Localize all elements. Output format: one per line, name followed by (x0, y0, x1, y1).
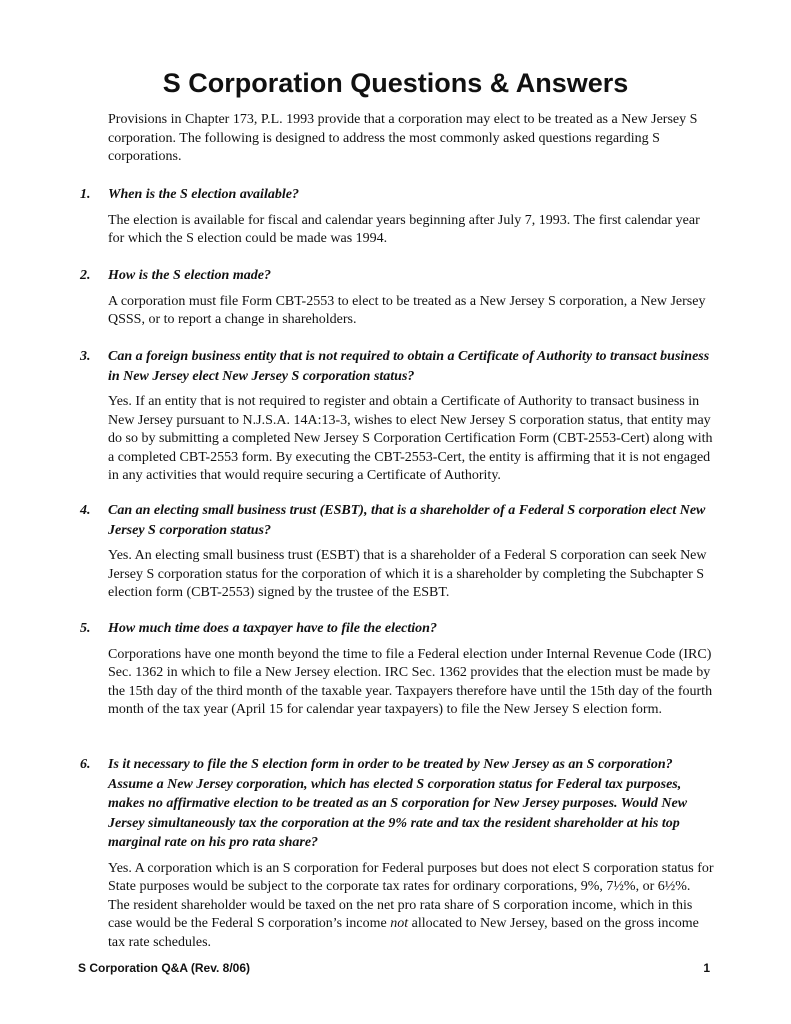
question (80, 501, 720, 540)
question-number: 4. (80, 503, 91, 518)
answer-emphasis: not (390, 916, 409, 931)
qa-item-4 (80, 501, 720, 603)
answer-text: Yes. A corporation which is an S corporation for Federal purposes but does not elect S corporation status for State purposes would be subject to the corporate tax rates for ordinary corporations, 9%, 7½%, or 6½%. The resident shareholder would be taxed on the net pro rata share of S corporation income, which in this case would be the Federal S corporation’s income (108, 860, 714, 931)
page-number: 1 (703, 961, 710, 975)
question-number: 5. (80, 621, 91, 636)
question-number: 2. (80, 268, 91, 283)
footer-document-title: S Corporation Q&A (Rev. 8/06) (78, 961, 251, 975)
question-text: How much time does a taxpayer have to file the election? (108, 621, 437, 636)
question (80, 266, 720, 286)
qa-item-2 (80, 266, 720, 330)
intro-paragraph: Provisions in Chapter 173, P.L. 1993 provide that a corporation may elect to be treated as a New Jersey S corporation. The following is designed to address the most commonly asked questions regarding S corporations. (108, 112, 698, 164)
question (80, 755, 720, 853)
question (80, 185, 720, 205)
question-number: 6. (80, 757, 91, 772)
answer: Corporations have one month beyond the time to file a Federal election under Internal Revenue Code (IRC) Sec. 1362 in which to file a New Jersey election. IRC Sec. 1362 provides that the election must be made by the 15th day of the third month of the taxable year. Taxpayers therefore have until the 15th day of the fourth month of the tax year (April 15 for calendar year taxpayers) to file the New Jersey S election form. (108, 646, 713, 717)
question (80, 619, 720, 639)
question-number: 3. (80, 349, 91, 364)
question-text: How is the S election made? (108, 268, 271, 283)
qa-item-6 (80, 755, 720, 952)
question-number: 1. (80, 187, 91, 202)
qa-item-5 (80, 619, 720, 720)
question-text: Is it necessary to file the S election form in order to be treated by New Jersey as an S corporation? Assume a New Jersey corporation, which has elected S corporation status for Federal tax purposes, makes no affirmative election to be treated as an S corporation for New Jersey purposes. Would New Jersey simultaneously tax the corporation at the 9% rate and tax the resident shareholder at his top marginal rate on his pro rata share? (108, 757, 688, 850)
answer: Yes. If an entity that is not required to register and obtain a Certificate of Authority to transact business in New Jersey pursuant to N.J.S.A. 14A:13-3, wishes to elect New Jersey S corporation status, that entity may do so by submitting a completed New Jersey S Corporation Certification Form (CBT-2553-Cert) along with a completed CBT-2553 form. By executing the CBT-2553-Cert, the entity is affirming that it is not engaged in any activities that would require securing a Certificate of Authority. (108, 394, 713, 483)
question-text: Can a foreign business entity that is not required to obtain a Certificate of Authority to transact business in New Jersey elect New Jersey S corporation status? (108, 349, 710, 384)
answer: Yes. An electing small business trust (ESBT) that is a shareholder of a Federal S corporation can seek New Jersey S corporation status for the corporation of which it is a shareholder by completing the Subchapter S election form (CBT-2553) signed by the trustee of the ESBT. (108, 548, 707, 600)
question-text: When is the S election available? (108, 187, 299, 202)
answer: The election is available for fiscal and calendar years beginning after July 7, 1993. The first calendar year for which the S election could be made was 1994. (108, 212, 700, 246)
answer (80, 860, 714, 953)
qa-item-3 (80, 347, 720, 486)
answer: A corporation must file Form CBT-2553 to elect to be treated as a New Jersey S corporation, a New Jersey QSSS, or to report a change in shareholders. (108, 293, 706, 327)
qa-item-1 (80, 185, 720, 249)
answer-text-continued: allocated to New Jersey, based on the gross income tax rate schedules. (108, 916, 699, 950)
question-text: Can an electing small business trust (ESBT), that is a shareholder of a Federal S corporation elect New Jersey S corporation status? (108, 503, 706, 538)
question (80, 347, 720, 386)
page-footer (78, 961, 710, 975)
page-title: S Corporation Questions & Answers (162, 68, 629, 98)
